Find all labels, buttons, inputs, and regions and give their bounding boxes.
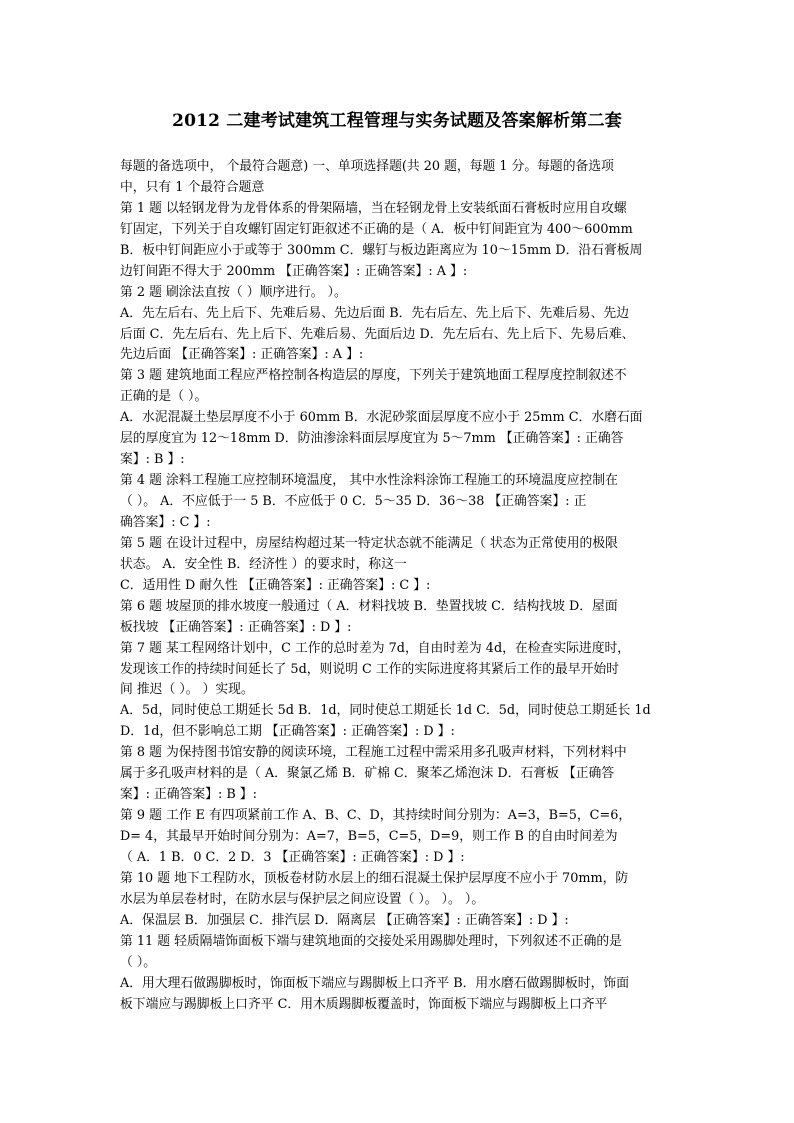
text-line: 正确的是（ ）。: [120, 389, 208, 405]
text-line: 间 推迟（ ）。 ）实现。: [120, 682, 254, 698]
text-line: D．1d，但不影响总工期 【正确答案】: 正确答案】: D 】:: [120, 724, 455, 740]
text-line: 第 3 题 建筑地面工程应严格控制各构造层的厚度，下列关于建筑地面工程厚度控制叙述不: [120, 368, 627, 384]
text-line: 层的厚度宜为 12～18mm D．防油渗涂料面层厚度宜为 5～7mm 【正确答案】: 正确答: [120, 431, 624, 447]
text-line: 钉固定，下列关于自攻螺钉固定钉距叙述不正确的是（ A．板中钉间距宜为 400～600mm: [120, 221, 633, 237]
text-line: 板找坡 【正确答案】: 正确答案】: D 】:: [120, 619, 352, 635]
text-line: 案】: B 】:: [120, 452, 185, 468]
text-line: 确答案】: C 】:: [120, 514, 211, 530]
text-line: 第 1 题 以轻钢龙骨为龙骨体系的骨架隔墙，当在轻钢龙骨上安装纸面石膏板时应用自攻螺: [120, 200, 627, 216]
text-line: A．保温层 B．加强层 C．排汽层 D．隔离层 【正确答案】: 正确答案】: D 】:: [120, 912, 569, 928]
text-line: 边钉间距不得大于 200mm 【正确答案】: 正确答案】: A 】:: [120, 263, 468, 279]
text-line: D= 4，其最早开始时间分别为：A=7，B=5，C=5，D=9，则工作 B 的自由时间差为: [120, 829, 618, 844]
text-line: A．水泥混凝土垫层厚度不小于 60mm B．水泥砂浆面层厚度不应小于 25mm C．水磨石面: [120, 410, 643, 426]
text-line: 发现该工作的持续时间延长了 5d，则说明 C 工作的实际进度将其紧后工作的最早开始时: [120, 661, 620, 677]
document-body: [120, 157, 692, 1015]
text-line: 第 2 题 刷涂法直按（ ）顺序进行。 ）。: [120, 284, 347, 300]
text-line: 属于多孔吸声材料的是（ A．聚氯乙烯 B．矿棉 C．聚苯乙烯泡沫 D．石膏板 【正确答: [120, 766, 615, 782]
text-line: （ A．1 B．0 C．2 D．3 【正确答案】: 正确答案】: D 】:: [120, 849, 465, 865]
text-line: 中，只有 1 个最符合题意: [120, 179, 265, 195]
text-line: 第 6 题 坡屋顶的排水坡度一般通过（ A．材料找坡 B．垫置找坡 C．结构找坡 D．屋面: [120, 598, 618, 614]
text-line: 每题的备选项中， 个最符合题意) 一、单项选择题(共 20 题，每题 1 分。每题的备选项: [120, 159, 614, 174]
text-line: A．5d，同时使总工期延长 5d B．1d，同时使总工期延长 1d C．5d，同时使总工期延长 1d: [120, 703, 651, 719]
text-line: （ ）。: [120, 954, 157, 970]
text-line: 状态。 A．安全性 B．经济性 ）的要求时，称这一: [120, 556, 407, 572]
text-line: 第 10 题 地下工程防水，顶板卷材防水层上的细石混凝土保护层厚度不应小于 70mm，防: [120, 870, 629, 886]
text-line: 第 11 题 轻质隔墙饰面板下端与建筑地面的交接处采用踢脚处理时，下列叙述不正确的是: [120, 933, 622, 949]
text-line: 先边后面 【正确答案】: 正确答案】: A 】:: [120, 347, 364, 363]
text-line: B．板中钉间距应小于或等于 300mm C．螺钉与板边距离应为 10～15mm D．沿石膏板周: [120, 242, 643, 258]
text-line: 第 5 题 在设计过程中，房屋结构超过某一特定状态就不能满足（ 状态为正常使用的极限: [120, 535, 618, 551]
text-line: （ ）。 A．不应低于一 5 B．不应低于 0 C．5～35 D．36～38 【正确答案】: 正: [120, 494, 587, 509]
text-line: 第 9 题 工作 E 有四项紧前工作 A、B、C、D，其持续时间分别为：A=3，B=5，C=6，: [120, 808, 632, 824]
text-line: 第 8 题 为保持图书馆安静的阅读环境，工程施工过程中需采用多孔吸声材料，下列材料中: [120, 745, 627, 761]
text-line: C．适用性 D 耐久性 【正确答案】: 正确答案】: C 】:: [120, 577, 431, 593]
text-line: 第 4 题 涂料工程施工应控制环境温度， 其中水性涂料涂饰工程施工的环境温度应控制在: [120, 473, 618, 489]
text-line: 案】: 正确答案】: B 】:: [120, 787, 257, 803]
text-line: 后面 C．先左后右、先上后下、先难后易、先面后边 D．先左后右、先上后下、先易后难、: [120, 326, 635, 342]
text-line: A．用大理石做踢脚板时，饰面板下端应与踢脚板上口齐平 B．用水磨石做踢脚板时，饰面: [120, 975, 629, 991]
text-line: 板下端应与踢脚板上口齐平 C．用木质踢脚板覆盖时，饰面板下端应与踢脚板上口齐平: [120, 996, 608, 1012]
page-title: 2012 二建考试建筑工程管理与实务试题及答案解析第二套: [172, 111, 622, 131]
text-line: 水层为单层卷材时，在防水层与保护层之间应设置（ ）。 ）。 ）。: [120, 891, 485, 907]
text-line: A．先左后右、先上后下、先难后易、先边后面 B．先右后左、先上后下、先难后易、先边: [120, 305, 629, 321]
text-line: 第 7 题 某工程网络计划中，C 工作的总时差为 7d，自由时差为 4d，在检查实际进度时，: [120, 640, 631, 656]
